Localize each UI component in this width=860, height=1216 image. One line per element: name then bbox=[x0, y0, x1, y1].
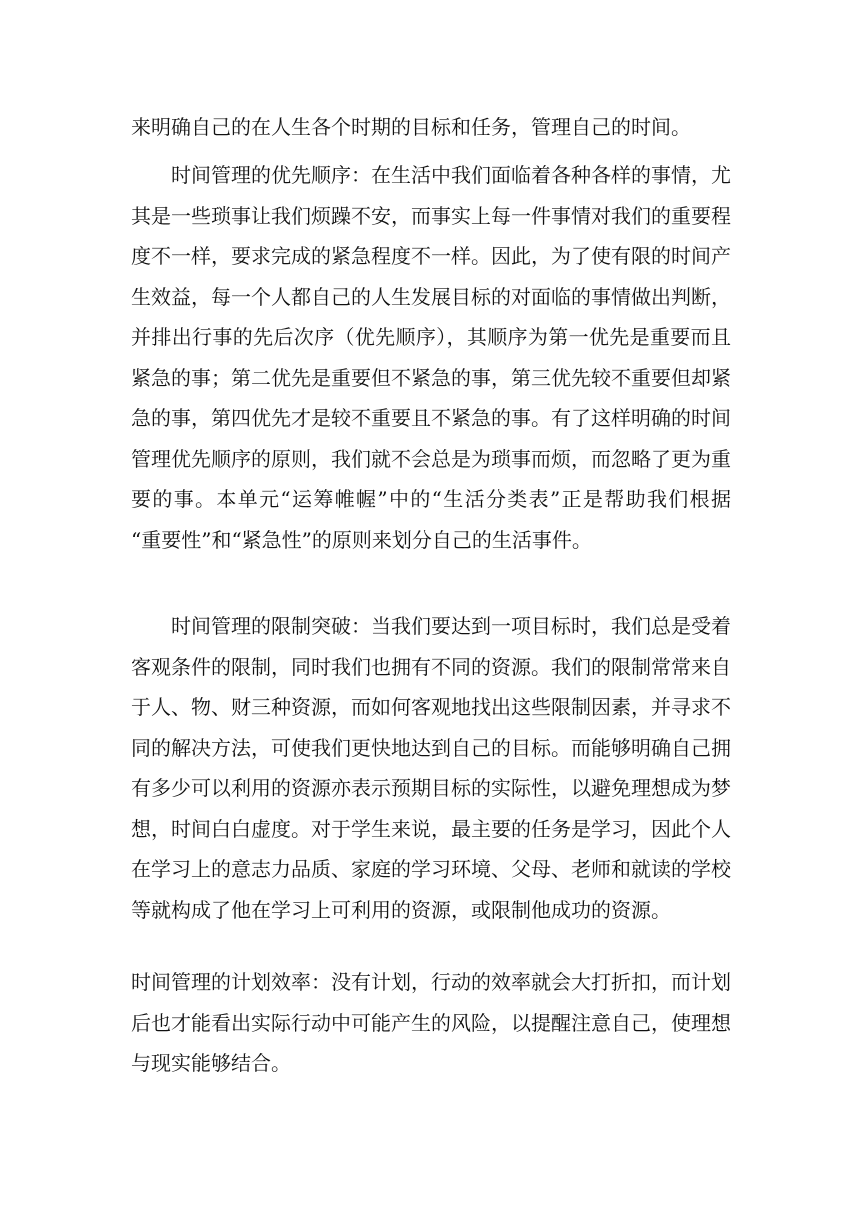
text-line: 生效益，每一个人都自己的人生发展目标的对面临的事情做出判断， bbox=[131, 284, 731, 309]
text-line: 度不一样，要求完成的紧急程度不一样。因此，为了使有限的时间产 bbox=[131, 244, 731, 268]
text-line: 在学习上的意志力品质、家庭的学习环境、父母、老师和就读的学校 bbox=[131, 857, 731, 881]
text-line: 客观条件的限制，同时我们也拥有不同的资源。我们的限制常常来自 bbox=[131, 654, 731, 679]
text-line: 同的解决方法，可使我们更快地达到自己的目标。而能够明确自己拥 bbox=[131, 735, 731, 760]
text-line: 有多少可以利用的资源亦表示预期目标的实际性，以避免理想成为梦 bbox=[131, 776, 731, 800]
text-line: 其是一些琐事让我们烦躁不安，而事实上每一件事情对我们的重要程 bbox=[131, 203, 731, 228]
text-line: 与现实能够结合。 bbox=[131, 1051, 291, 1075]
text-line: 急的事，第四优先才是较不重要且不紧急的事。有了这样明确的时间 bbox=[131, 406, 731, 430]
text-line: 等就构成了他在学习上可利用的资源，或限制他成功的资源。 bbox=[131, 897, 671, 922]
text-line: 管理优先顺序的原则，我们就不会总是为琐事而烦，而忽略了更为重 bbox=[131, 446, 731, 471]
text-line: 来明确自己的在人生各个时期的目标和任务，管理自己的时间。 bbox=[131, 115, 691, 139]
text-line: 时间管理的计划效率：没有计划，行动的效率就会大打折扣，而计划 bbox=[131, 970, 731, 994]
text-line: 于人、物、财三种资源，而如何客观地找出这些限制因素，并寻求不 bbox=[131, 695, 731, 719]
continuation-paragraph bbox=[131, 107, 731, 148]
text-line: 想，时间白白虚度。对于学生来说，最主要的任务是学习，因此个人 bbox=[131, 816, 731, 841]
plan-paragraph bbox=[131, 962, 731, 1084]
text-line: 要的事。本单元“运筹帷幄”中的“生活分类表”正是帮助我们根据 bbox=[131, 487, 731, 511]
limits-paragraph bbox=[131, 606, 731, 930]
text-line: “重要性”和“紧急性”的原则来划分自己的生活事件。 bbox=[131, 527, 592, 552]
text-line: 时间管理的限制突破：当我们要达到一项目标时，我们总是受着 bbox=[171, 614, 731, 638]
text-line: 紧急的事；第二优先是重要但不紧急的事，第三优先较不重要但却紧 bbox=[131, 365, 731, 390]
text-line: 后也才能看出实际行动中可能产生的风险，以提醒注意自己，使理想 bbox=[131, 1010, 731, 1035]
text-line: 并排出行事的先后次序（优先顺序），其顺序为第一优先是重要而且 bbox=[131, 325, 731, 349]
text-line: 时间管理的优先顺序：在生活中我们面临着各种各样的事情，尤 bbox=[171, 163, 731, 187]
priority-paragraph bbox=[131, 155, 731, 560]
